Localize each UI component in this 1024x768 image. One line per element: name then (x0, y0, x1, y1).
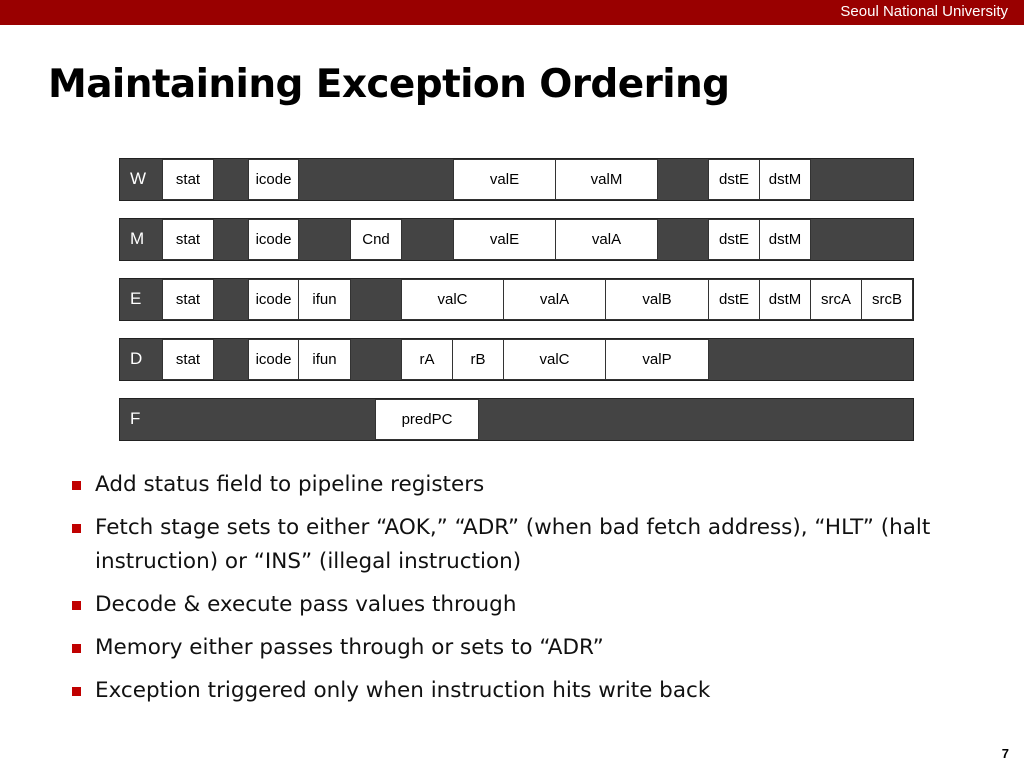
square-bullet-icon (72, 481, 81, 490)
page-number: 7 (1001, 746, 1009, 761)
register-field: ifun (298, 339, 351, 380)
square-bullet-icon (72, 601, 81, 610)
register-label: F (130, 409, 141, 428)
register-label: M (130, 229, 145, 248)
register-field: srcB (861, 279, 913, 320)
register-field: stat (162, 219, 214, 260)
register-field: dstE (708, 219, 760, 260)
square-bullet-icon (72, 524, 81, 533)
register-field: valE (453, 159, 556, 200)
bullet-text: Fetch stage sets to either “AOK,” “ADR” (when bad fetch address), “HLT” (halt instruction) or “INS” (illegal instruction) (95, 515, 931, 574)
register-field: stat (162, 279, 214, 320)
register-field: ifun (298, 279, 351, 320)
bullet-text: Add status field to pipeline registers (95, 472, 485, 497)
register-field: stat (162, 159, 214, 200)
square-bullet-icon (72, 687, 81, 696)
register-field: dstE (708, 159, 760, 200)
register-m (119, 218, 914, 261)
bullet-item (68, 468, 968, 502)
register-field: srcA (810, 279, 862, 320)
bullet-text: Decode & execute pass values through (95, 592, 517, 617)
register-field: valP (605, 339, 709, 380)
register-field: rA (401, 339, 453, 380)
bullet-list (68, 468, 968, 717)
register-d (119, 338, 914, 381)
register-field: dstM (759, 279, 811, 320)
register-field: valM (555, 159, 658, 200)
register-f (119, 398, 914, 441)
bullet-item (68, 674, 968, 708)
register-field: valE (453, 219, 556, 260)
register-field: valA (555, 219, 658, 260)
university-name: Seoul National University (840, 3, 1008, 20)
bullet-text: Memory either passes through or sets to “ADR” (95, 635, 604, 660)
register-field: valC (503, 339, 606, 380)
register-label: W (130, 169, 147, 188)
register-field: dstE (708, 279, 760, 320)
register-e (119, 278, 914, 321)
bullet-text: Exception triggered only when instruction hits write back (95, 678, 711, 703)
register-field: stat (162, 339, 214, 380)
register-field: icode (248, 219, 299, 260)
bullet-item (68, 631, 968, 665)
register-field: Cnd (350, 219, 402, 260)
register-field: dstM (759, 159, 811, 200)
bullet-item (68, 511, 968, 579)
register-field: icode (248, 279, 299, 320)
register-field: dstM (759, 219, 811, 260)
slide-title: Maintaining Exception Ordering (48, 62, 730, 107)
register-field: rB (452, 339, 504, 380)
register-label: E (130, 289, 142, 308)
register-w (119, 158, 914, 201)
header-bar (0, 0, 1024, 25)
register-field: valA (503, 279, 606, 320)
square-bullet-icon (72, 644, 81, 653)
bullet-item (68, 588, 968, 622)
register-label: D (130, 349, 143, 368)
register-field: icode (248, 339, 299, 380)
register-field: predPC (375, 399, 479, 440)
register-field: valC (401, 279, 504, 320)
register-field: valB (605, 279, 709, 320)
register-field: icode (248, 159, 299, 200)
